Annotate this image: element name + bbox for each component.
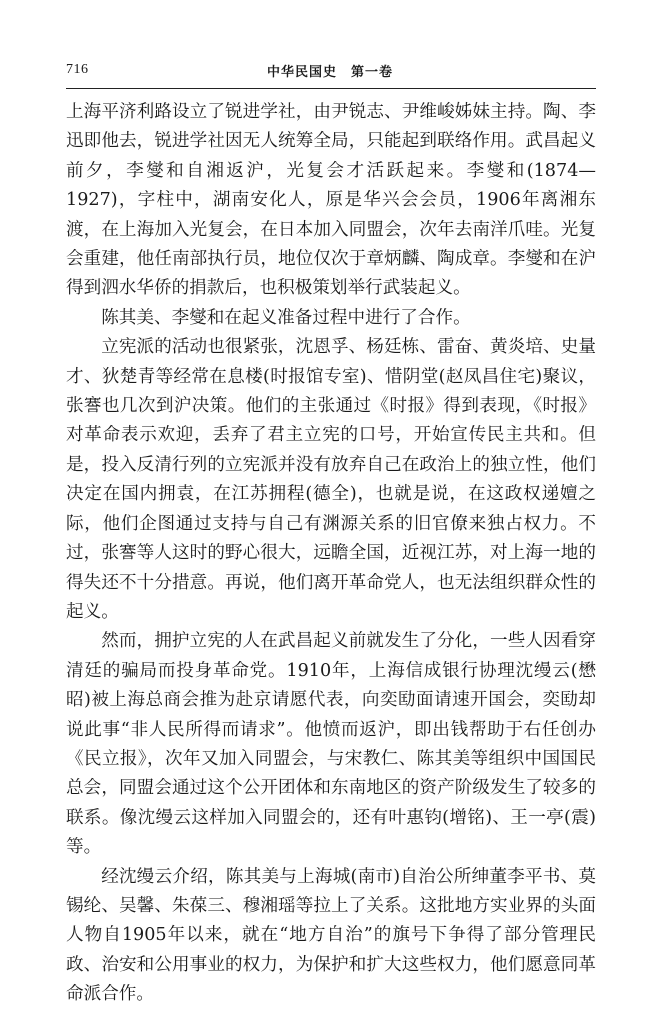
- body-text: [66, 98, 596, 1010]
- paragraph-continued: 上海平济利路设立了锐进学社，由尹锐志、尹维峻姊妹主持。陶、李迅即他去，锐进学社因无人统筹全局，只能起到联络作用。武昌起义前夕，李燮和自湘返沪，光复会才活跃起来。李燮和(1874—1927)，字柱中，湖南安化人，原是华兴会会员，1906年离湘东渡，在上海加入光复会，在日本加入同盟会，次年去南洋爪哇。光复会重建，他任南部执行员，地位仅次于章炳麟、陶成章。李燮和在沪得到泗水华侨的捐款后，也积极策划举行武装起义。: [66, 102, 596, 299]
- paragraph-split: 然而，拥护立宪的人在武昌起义前就发生了分化，一些人因看穿清廷的骗局而投身革命党。1910年，上海信成银行协理沈缦云(懋昭)被上海总商会推为赴京请愿代表，向奕劻面请速开国会，奕劻却说此事“非人民所得而请求”。他愤而返沪，即出钱帮助于右任创办《民立报》，次年又加入同盟会，与宋教仁、陈其美等组织中国国民总会，同盟会通过这个公开团体和东南地区的资产阶级发生了较多的联系。像沈缦云这样加入同盟会的，还有叶惠钧(增铭)、王一亭(震)等。: [66, 631, 596, 858]
- paragraph-gentry-alliance: 经沈缦云介绍，陈其美与上海城(南市)自治公所绅董李平书、莫锡纶、吴馨、朱葆三、穆湘瑶等拉上了关系。这批地方实业界的头面人物自1905年以来，就在“地方自治”的旗号下争得了部分管理民政、治安和公用事业的权力，为保护和扩大这些权力，他们愿意同革命派合作。: [66, 866, 596, 1005]
- paragraph-constitutionalists: 立宪派的活动也很紧张，沈恩孚、杨廷栋、雷奋、黄炎培、史量才、狄楚青等经常在息楼(时报馆专室)、惜阴堂(赵凤昌住宅)聚议，张謇也几次到沪决策。他们的主张通过《时报》得到表现，《时报》对革命表示欢迎，丢弃了君主立宪的口号，开始宣传民主共和。但是，投入反清行列的立宪派并没有放弃自己在政治上的独立性，他们决定在国内拥袁，在江苏拥程(德全)，也就是说，在这政权递嬗之际，他们企图通过支持与自己有渊源关系的旧官僚来独占权力。不过，张謇等人这时的野心很大，远瞻全国，近视江苏，对上海一地的得失还不十分措意。再说，他们离开革命党人，也无法组织群众性的起义。: [66, 337, 596, 622]
- running-title: 中华民国史 第一卷: [266, 65, 393, 80]
- page-number: 716: [66, 62, 89, 77]
- page-header: [66, 58, 594, 84]
- paragraph-cooperation: 陈其美、李燮和在起义准备过程中进行了合作。: [101, 307, 471, 328]
- header-rule: [66, 88, 596, 89]
